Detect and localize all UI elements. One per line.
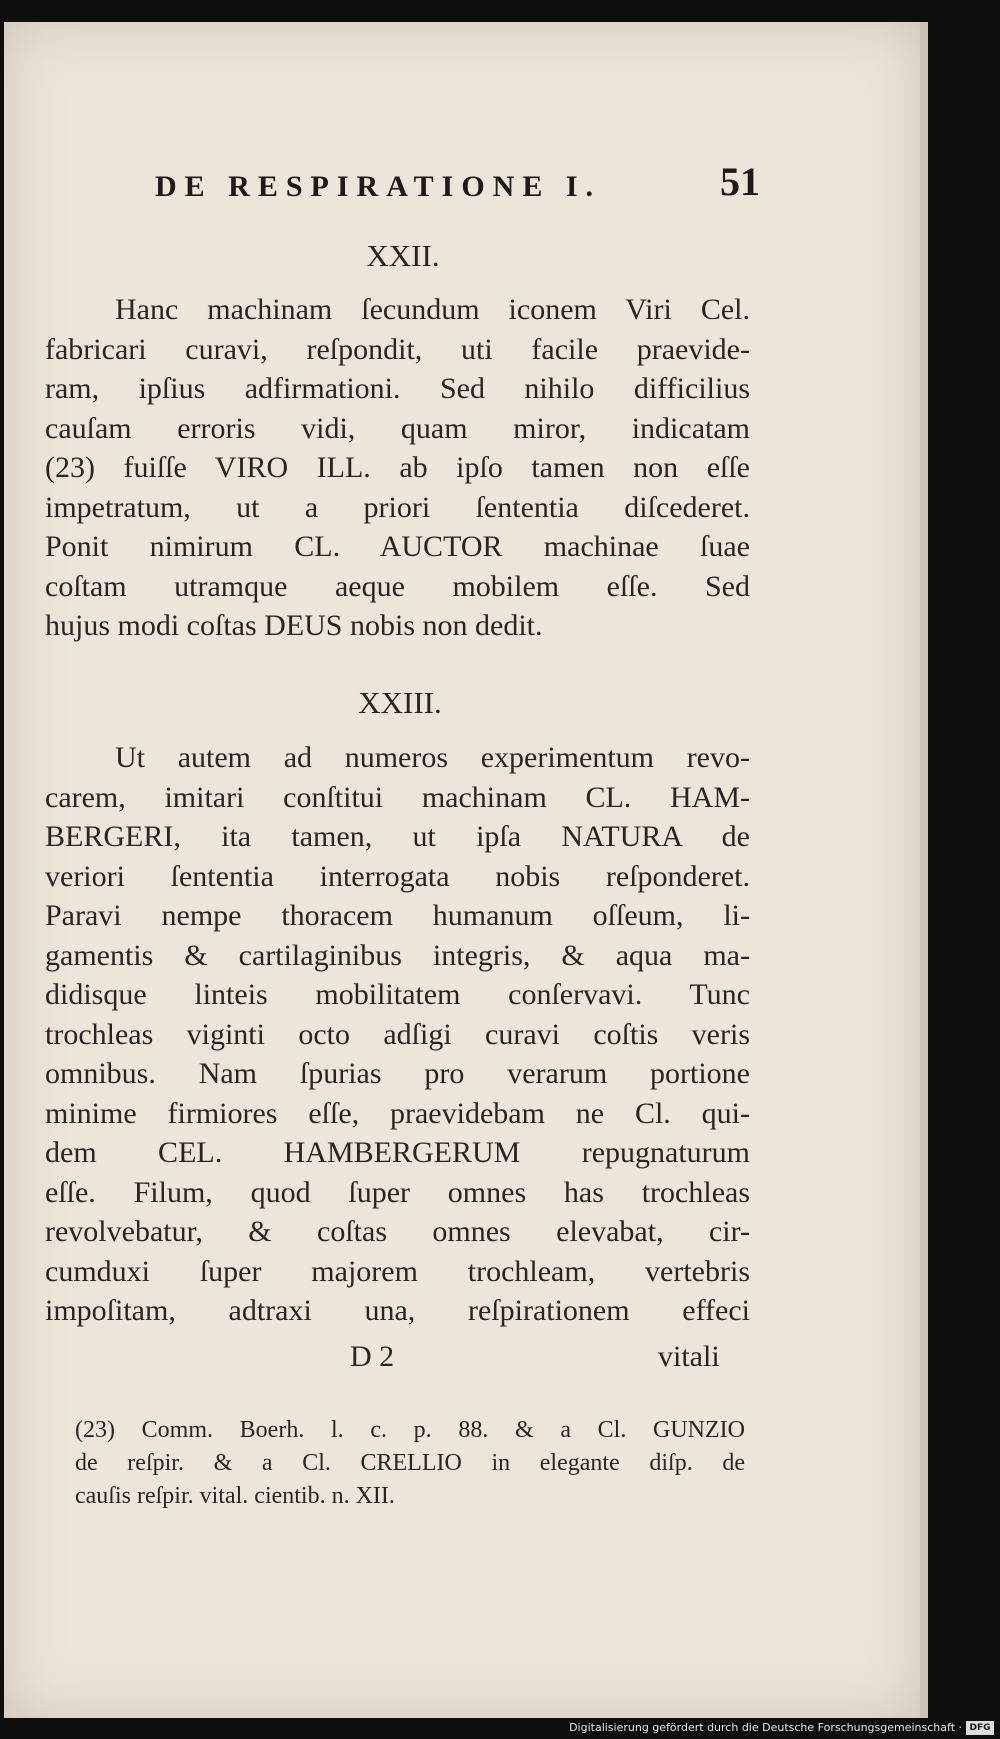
section-heading-xxii: XXII. [366,238,440,273]
footnote-line: de reſpir. & a Cl. CRELLIO in elegante diſp. de [75,1450,745,1476]
paragraph-xxii [45,290,750,646]
footnote-line: (23) Comm. Boerh. l. c. p. 88. & a Cl. GUNZIO [75,1417,745,1443]
text-line: carem, imitari conſtitui machinam CL. HAM- [45,780,750,814]
text-line: cumduxi ſuper majorem trochleam, vertebris [45,1254,750,1288]
text-line: Ponit nimirum CL. AUCTOR machinae ſuae [45,530,750,563]
footnote [75,1414,745,1513]
text-line: eſſe. Filum, quod ſuper omnes has trochleas [45,1175,750,1209]
text-line: veriori ſententia interrogata nobis reſponderet. [45,859,750,893]
digitization-credit: Digitalisierung gefördert durch die Deutsche Forschungsgemeinschaft · [569,1721,962,1734]
text-line: trochleas viginti octo adſigi curavi coſtis veris [45,1017,750,1051]
text-line: Hanc machinam ſecundum iconem Viri Cel. [115,293,750,326]
text-line: hujus modi coſtas DEUS nobis non dedit. [45,609,543,642]
text-line: omnibus. Nam ſpurias pro verarum portione [45,1057,750,1090]
text-line: coſtam utramque aeque mobilem eſſe. Sed [45,569,750,603]
catchword: vitali [658,1340,720,1373]
text-line: impetratum, ut a priori ſententia diſcederet. [45,490,750,524]
text-line: didisque linteis mobilitatem conſervavi. Tunc [45,978,750,1011]
footnote-line: cauſis reſpir. vital. cientib. n. XII. [75,1483,395,1509]
text-line: minime firmiores eſſe, praevidebam ne Cl. qui- [45,1096,750,1130]
text-line: ram, ipſius adfirmationi. Sed nihilo difficilius [45,372,750,405]
text-line: gamentis & cartilaginibus integris, & aqua ma- [45,938,750,972]
text-line: Paravi nempe thoracem humanum oſſeum, li- [45,899,750,932]
text-line: BERGERI, ita tamen, ut ipſa NATURA de [45,820,750,853]
paragraph-xxiii [45,738,750,1331]
text-line: Ut autem ad numeros experimentum revo- [115,741,750,774]
section-heading-xxiii: XXIII. [358,685,442,720]
text-line: impoſitam, adtraxi una, reſpirationem effeci [45,1294,750,1327]
page-number: 51 [720,159,760,204]
page-edge [920,22,928,1718]
running-title: DE RESPIRATIONE I. [155,170,602,203]
text-line: dem CEL. HAMBERGERUM repugnaturum [45,1136,750,1169]
text-line: fabricari curavi, reſpondit, uti facile praevide- [45,332,750,366]
text-line: cauſam erroris vidi, quam miror, indicatam [45,411,750,445]
dfg-logo: DFG [966,1721,994,1735]
text-line: (23) fuiſſe VIRO ILL. ab ipſo tamen non eſſe [45,451,750,484]
signature-mark: D 2 [350,1340,395,1373]
text-line: revolvebatur, & coſtas omnes elevabat, cir- [45,1215,750,1248]
